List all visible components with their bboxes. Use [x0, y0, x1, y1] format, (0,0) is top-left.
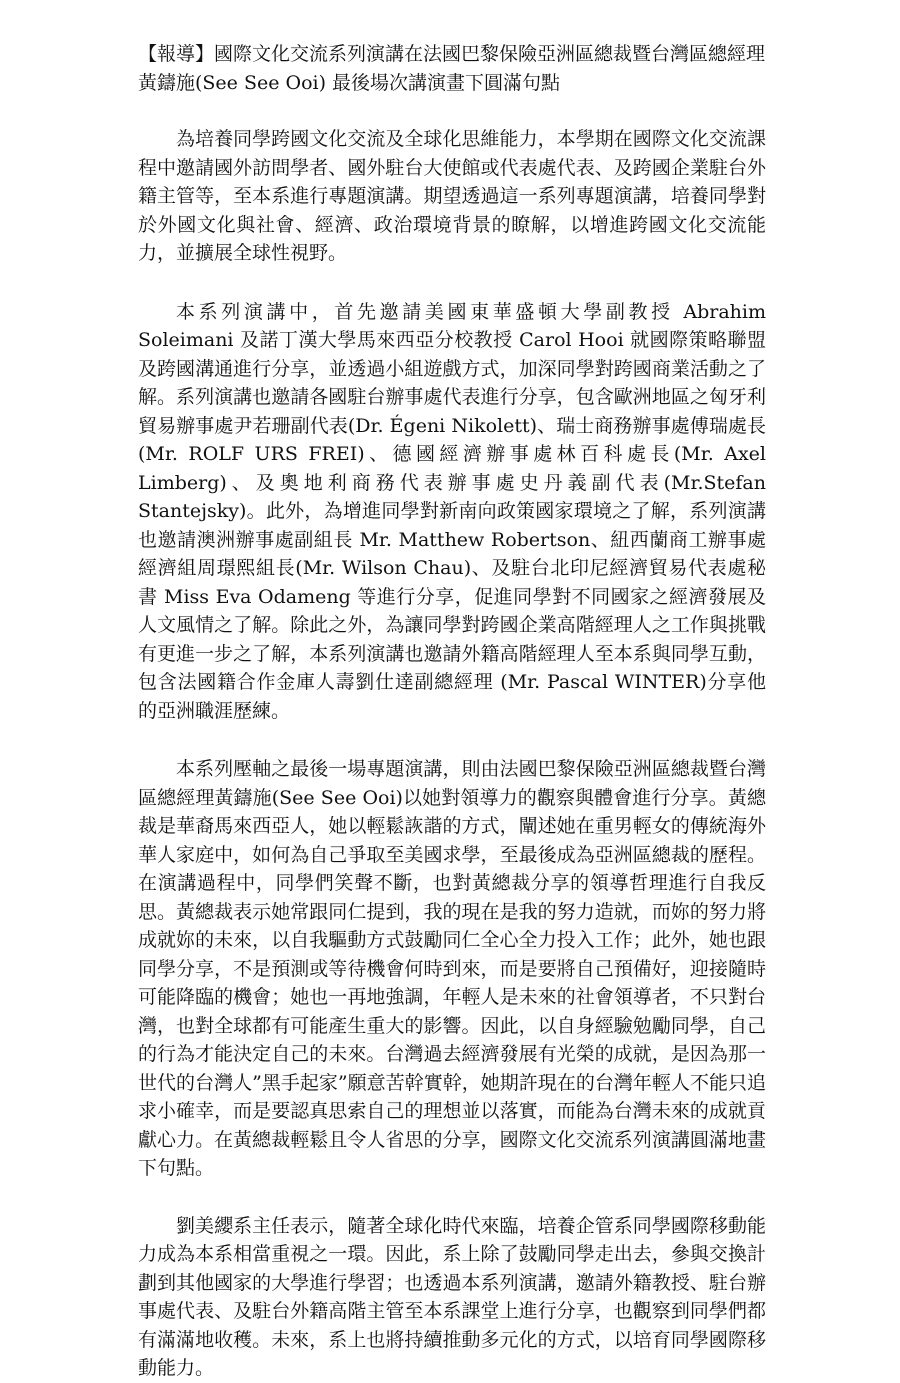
- article-body: [138, 40, 766, 1383]
- paragraph-final-lecture: 本系列壓軸之最後一場專題演講，則由法國巴黎保險亞洲區總裁暨台灣區總經理黃鑄施(See See Ooi)以她對領導力的觀察與體會進行分享。黃總裁是華裔馬來西亞人，她以輕鬆詼諧的方式，闡述她在重男輕女的傳統海外華人家庭中，如何為自己爭取至美國求學，至最後成為亞洲區總裁的歷程。在演講過程中，同學們笑聲不斷，也對黃總裁分享的領導哲理進行自我反思。黃總裁表示她常跟同仁提到，我的現在是我的努力造就，而妳的努力將成就妳的未來，以自我驅動方式鼓勵同仁全心全力投入工作；此外，她也跟同學分享，不是預測或等待機會何時到來，而是要將自己預備好，迎接隨時可能降臨的機會；她也一再地強調，年輕人是未來的社會領導者，不只對台灣，也對全球都有可能產生重大的影響。因此，以自身經驗勉勵同學，自己的行為才能決定自己的未來。台灣過去經濟發展有光榮的成就，是因為那一世代的台灣人”黑手起家”願意苦幹實幹，她期許現在的台灣年輕人不能只追求小確幸，而是要認真思索自己的理想並以落實，而能為台灣未來的成就貢獻心力。在黃總裁輕鬆且令人省思的分享，國際文化交流系列演講圓滿地畫下句點。: [138, 758, 766, 1179]
- paragraph-intro: 為培養同學跨國文化交流及全球化思維能力，本學期在國際文化交流課程中邀請國外訪問學者、國外駐台大使館或代表處代表、及跨國企業駐台外籍主管等，至本系進行專題演講。期望透過這一系列專題演講，培養同學對於外國文化與社會、經濟、政治環境背景的瞭解，以增進跨國文化交流能力，並擴展全球性視野。: [138, 128, 766, 264]
- paragraph-speakers: 本系列演講中，首先邀請美國東華盛頓大學副教授 Abrahim Soleimani 及諾丁漢大學馬來西亞分校教授 Carol Hooi 就國際策略聯盟及跨國溝通進行分享，並透過小組遊戲方式，加深同學對跨國商業活動之了解。系列演講也邀請各國駐台辦事處代表進行分享，包含歐洲地區之匈牙利貿易辦事處尹若珊副代表(Dr. Égeni Nikolett)、瑞士商務辦事處傅瑞處長(Mr. ROLF URS FREI)、德國經濟辦事處林百科處長(Mr. Axel Limberg)、及奧地利商務代表辦事處史丹義副代表(Mr.Stefan Stantejsky)。此外，為增進同學對新南向政策國家環境之了解，系列演講也邀請澳洲辦事處副組長 Mr. Matthew Robertson、紐西蘭商工辦事處經濟組周璟熙組長(Mr. Wilson Chau)、及駐台北印尼經濟貿易代表處秘書 Miss Eva Odameng 等進行分享，促進同學對不同國家之經濟發展及人文風情之了解。除此之外，為讓同學對跨國企業高階經理人之工作與挑戰有更進一步之了解，本系列演講也邀請外籍高階經理人至本系與同學互動，包含法國籍合作金庫人壽劉仕達副總經理 (Mr. Pascal WINTER)分享他的亞洲職涯歷練。: [138, 300, 766, 722]
- paragraph-department-chair: 劉美纓系主任表示，隨著全球化時代來臨，培養企管系同學國際移動能力成為本系相當重視之一環。因此，系上除了鼓勵同學走出去，參與交換計劃到其他國家的大學進行學習；也透過本系列演講，邀請外籍教授、駐台辦事處代表、及駐台外籍高階主管至本系課堂上進行分享，也觀察到同學們都有滿滿地收穫。未來，系上也將持續推動多元化的方式，以培育同學國際移動能力。: [138, 1214, 766, 1379]
- article-title: 【報導】國際文化交流系列演講在法國巴黎保險亞洲區總裁暨台灣區總經理黃鑄施(See See Ooi) 最後場次講演畫下圓滿句點: [138, 43, 766, 94]
